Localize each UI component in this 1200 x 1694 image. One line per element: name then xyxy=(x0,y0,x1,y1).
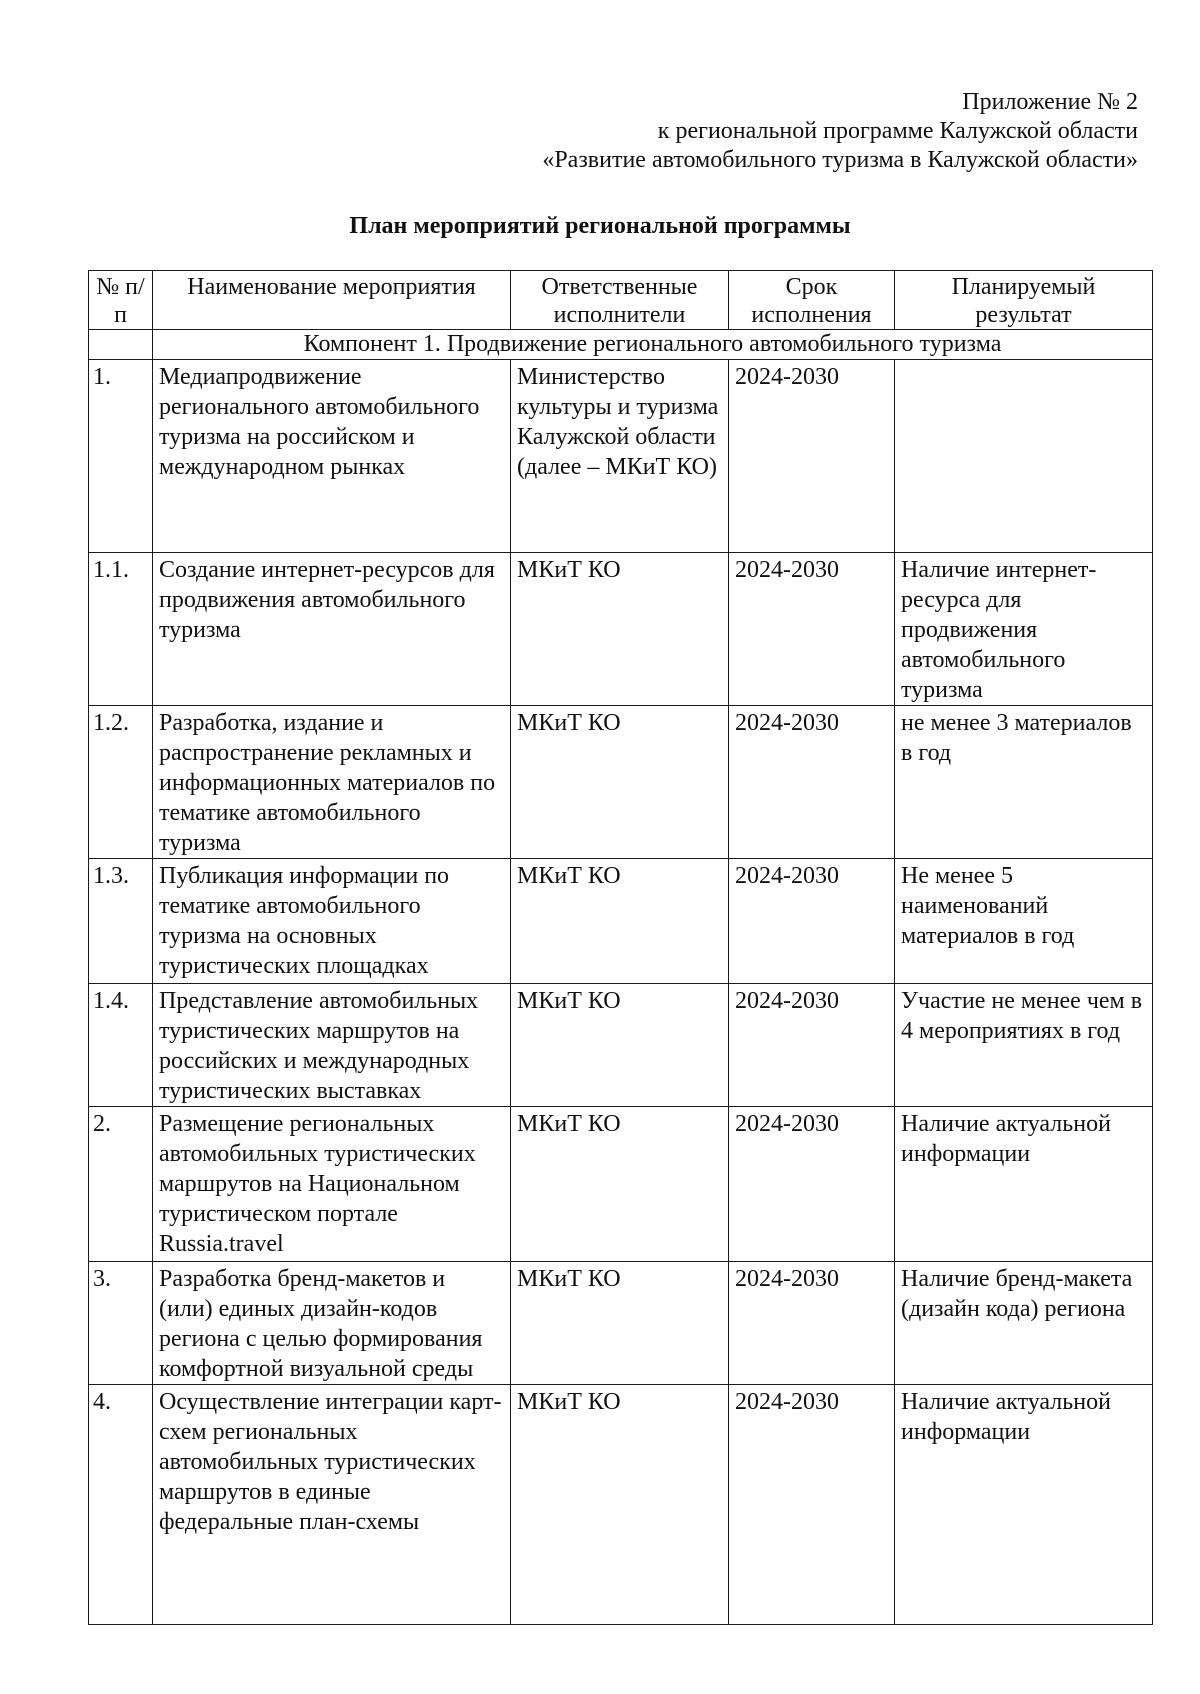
row-executor: МКиТ КО xyxy=(511,859,729,984)
table-row xyxy=(89,984,1153,1107)
row-name: Представление автомобильных туристических маршрутов на российских и международных туристических выставках xyxy=(153,984,511,1107)
row-num: 1.4. xyxy=(89,984,153,1107)
table-row xyxy=(89,1385,1153,1625)
appendix-header xyxy=(542,88,1138,175)
header-executors: Ответственные исполнители xyxy=(511,271,729,330)
row-result: Наличие интернет-ресурса для продвижения автомобильного туризма xyxy=(895,553,1153,706)
table-row xyxy=(89,706,1153,859)
row-num: 4. xyxy=(89,1385,153,1625)
row-term: 2024-2030 xyxy=(729,553,895,706)
table-row xyxy=(89,1107,1153,1262)
row-result: Не менее 5 наименований материалов в год xyxy=(895,859,1153,984)
row-term: 2024-2030 xyxy=(729,1262,895,1385)
row-name: Создание интернет-ресурсов для продвижения автомобильного туризма xyxy=(153,553,511,706)
row-name: Медиапродвижение регионального автомобильного туризма на российском и международном рынках xyxy=(153,360,511,553)
row-executor: МКиТ КО xyxy=(511,1107,729,1262)
activities-table xyxy=(88,270,1153,1625)
row-name: Разработка, издание и распространение рекламных и информационных материалов по тематике автомобильного туризма xyxy=(153,706,511,859)
row-num: 1.1. xyxy=(89,553,153,706)
appendix-program: к региональной программе Калужской области xyxy=(657,118,1138,144)
row-result: Наличие бренд-макета (дизайн кода) региона xyxy=(895,1262,1153,1385)
table-row xyxy=(89,1262,1153,1385)
row-num: 1.2. xyxy=(89,706,153,859)
row-name: Размещение региональных автомобильных туристических маршрутов на Национальном туристическом портале Russia.travel xyxy=(153,1107,511,1262)
document-title: План мероприятий региональной программы xyxy=(349,213,851,239)
row-executor: Министерство культуры и туризма Калужской области (далее – МКиТ КО) xyxy=(511,360,729,553)
row-term: 2024-2030 xyxy=(729,360,895,553)
table-row xyxy=(89,859,1153,984)
component-row xyxy=(89,330,1153,360)
row-result: Наличие актуальной информации xyxy=(895,1107,1153,1262)
row-name: Разработка бренд-макетов и (или) единых дизайн-кодов региона с целью формирования комфортной визуальной среды xyxy=(153,1262,511,1385)
table-row xyxy=(89,360,1153,553)
row-term: 2024-2030 xyxy=(729,706,895,859)
row-name: Публикация информации по тематике автомобильного туризма на основных туристических площадках xyxy=(153,859,511,984)
table-header-row xyxy=(89,271,1153,330)
row-term: 2024-2030 xyxy=(729,984,895,1107)
header-name: Наименование мероприятия xyxy=(153,271,511,330)
row-result xyxy=(895,360,1153,553)
appendix-program-title: «Развитие автомобильного туризма в Калужской области» xyxy=(542,147,1138,173)
row-executor: МКиТ КО xyxy=(511,984,729,1107)
appendix-number: Приложение № 2 xyxy=(962,89,1138,115)
row-result: не менее 3 материалов в год xyxy=(895,706,1153,859)
row-name: Осуществление интеграции карт-схем региональных автомобильных туристических маршрутов в единые федеральные план-схемы xyxy=(153,1385,511,1625)
component-title: Компонент 1. Продвижение регионального автомобильного туризма xyxy=(153,330,1153,360)
row-num: 3. xyxy=(89,1262,153,1385)
row-num: 2. xyxy=(89,1107,153,1262)
row-term: 2024-2030 xyxy=(729,1385,895,1625)
row-executor: МКиТ КО xyxy=(511,553,729,706)
row-result: Наличие актуальной информации xyxy=(895,1385,1153,1625)
header-term: Срок исполнения xyxy=(729,271,895,330)
row-result: Участие не менее чем в 4 мероприятиях в год xyxy=(895,984,1153,1107)
row-term: 2024-2030 xyxy=(729,859,895,984)
header-result: Планируемый результат xyxy=(895,271,1153,330)
row-executor: МКиТ КО xyxy=(511,706,729,859)
row-executor: МКиТ КО xyxy=(511,1262,729,1385)
header-num: № п/п xyxy=(89,271,153,330)
row-num: 1. xyxy=(89,360,153,553)
row-num: 1.3. xyxy=(89,859,153,984)
table-row xyxy=(89,553,1153,706)
row-executor: МКиТ КО xyxy=(511,1385,729,1625)
row-term: 2024-2030 xyxy=(729,1107,895,1262)
component-empty-cell xyxy=(89,330,153,360)
